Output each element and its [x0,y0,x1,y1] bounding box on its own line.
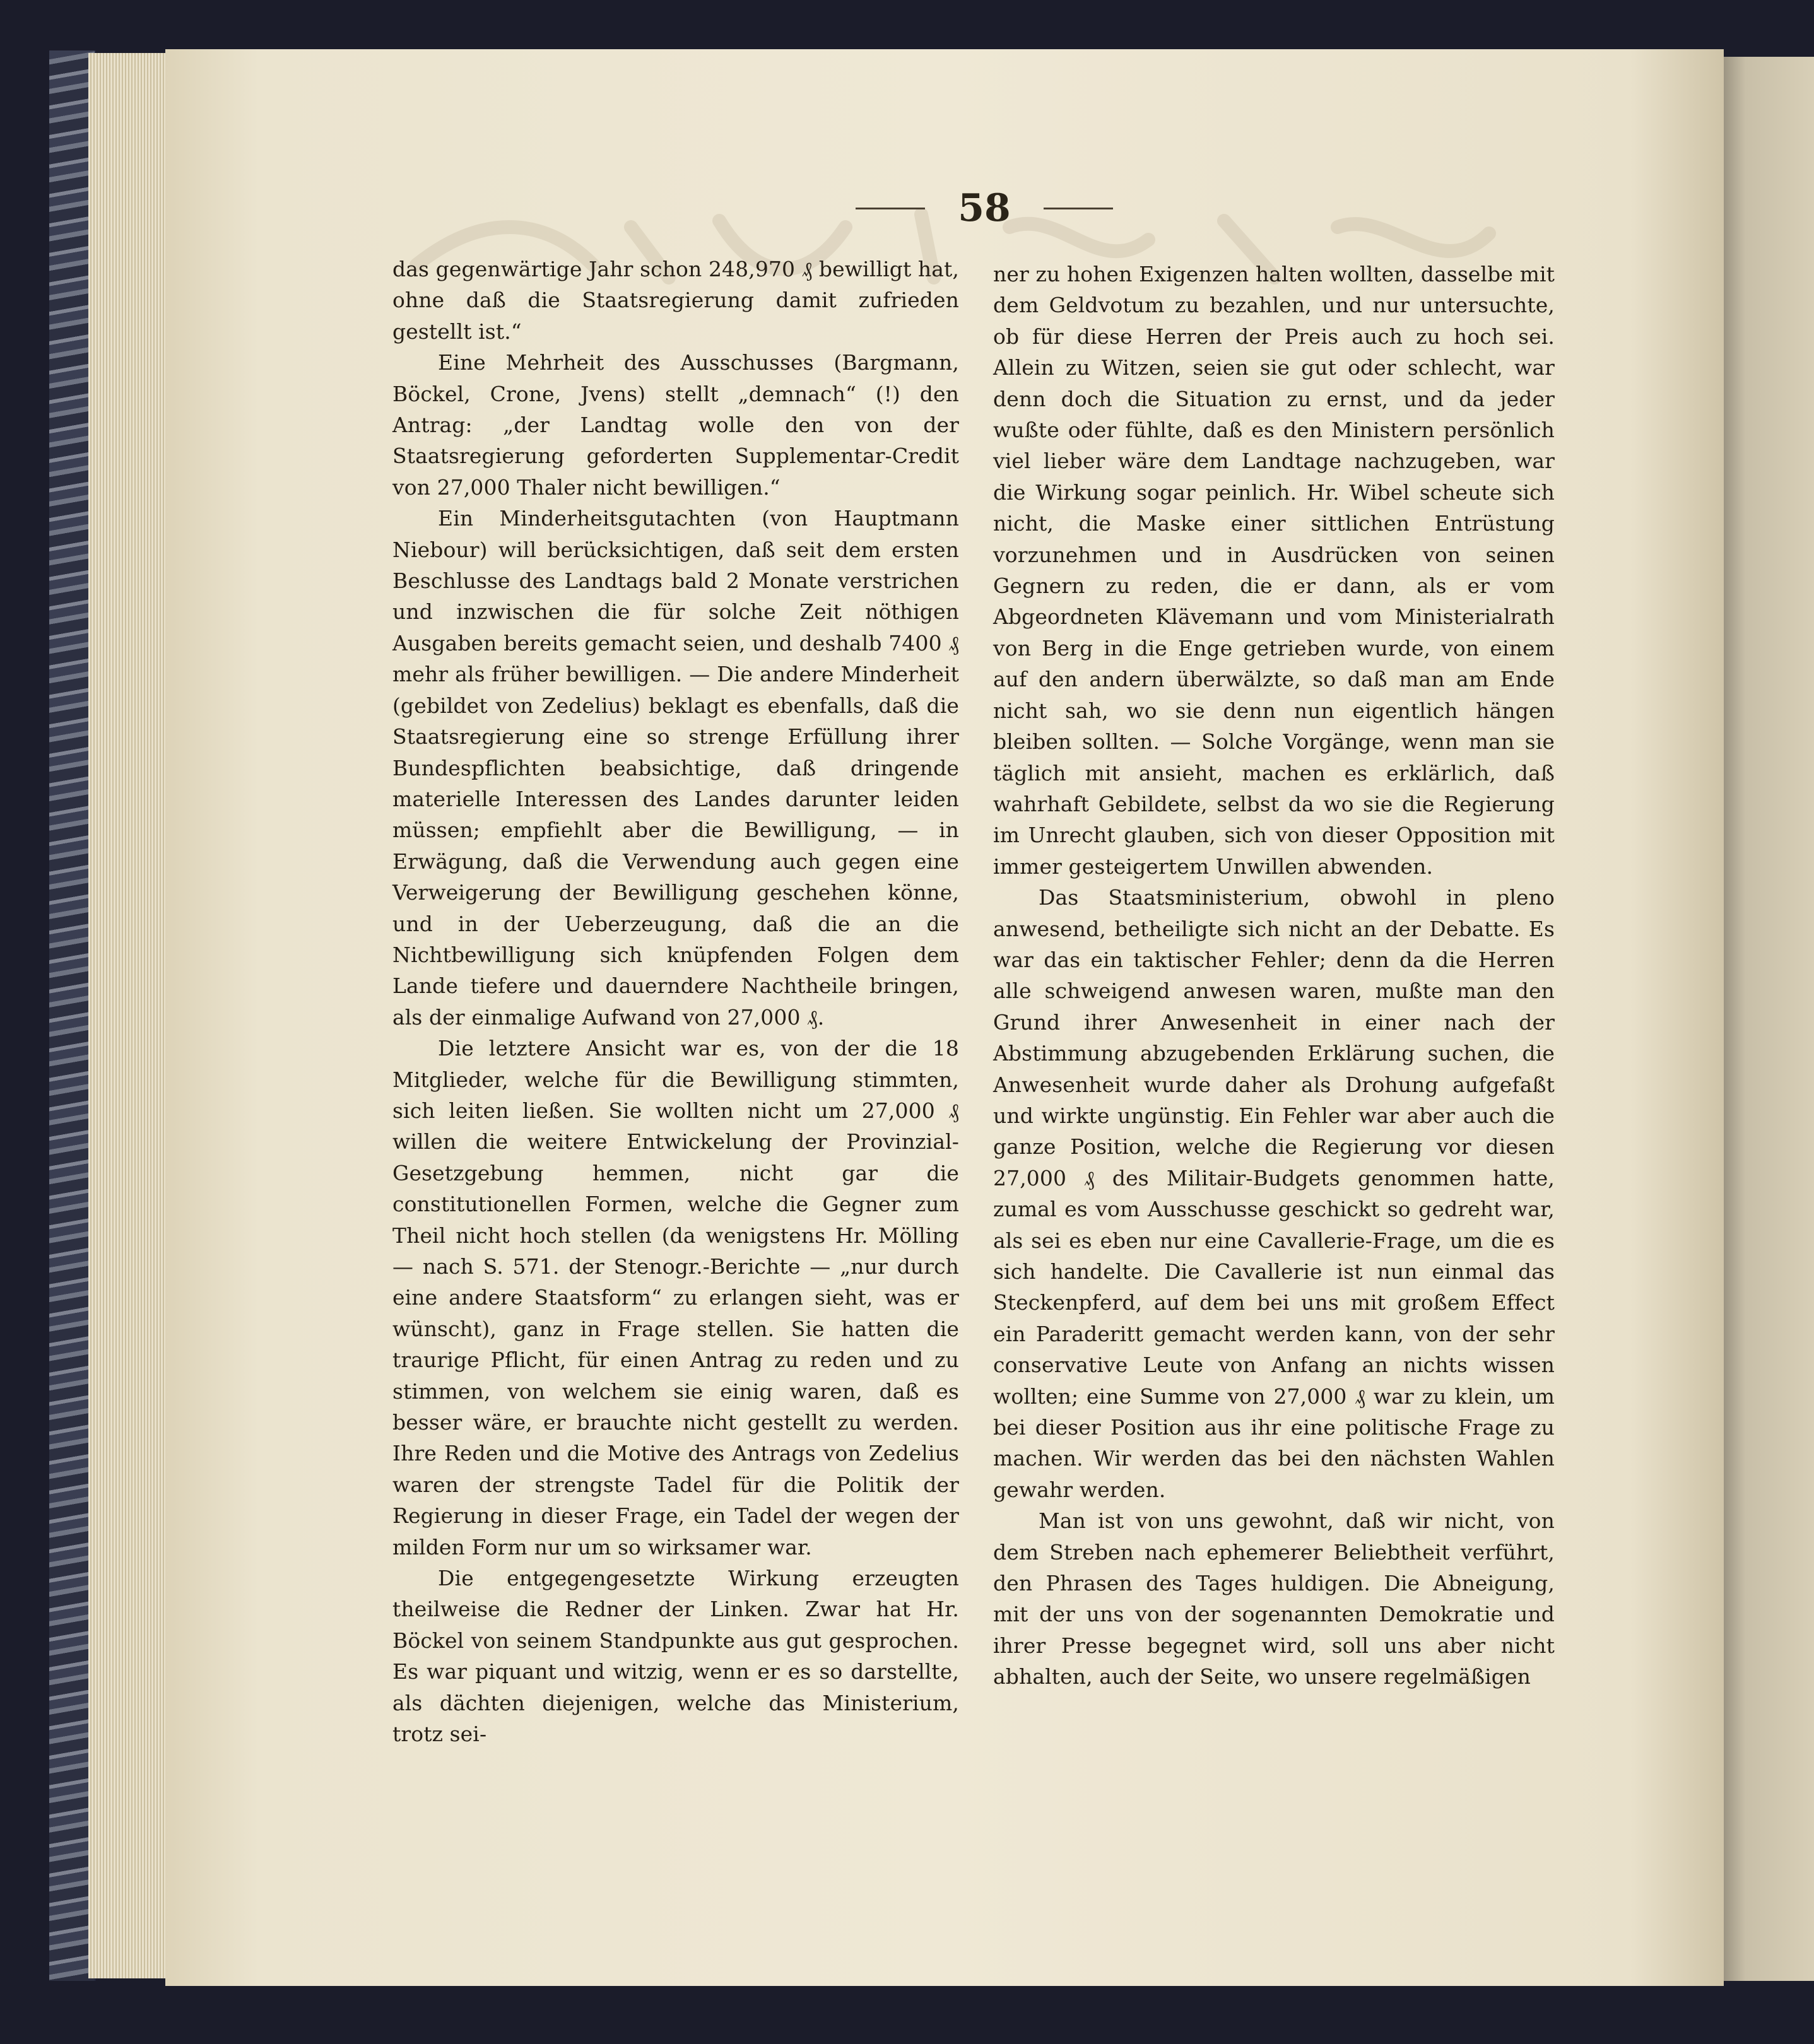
header-rule-right [1044,208,1113,209]
page-header [820,183,1148,233]
paragraph: Die letztere Ansicht war es, von der die 18 Mitglieder, welche für die Bewilligung stimmten, sich leiten ließen. Sie wollten nicht um 27,000 ₰ willen die weitere Entwickelung der Provinzial-Gesetzgebung hemmen, nicht gar die constitutionellen Formen, welche die Gegner zum Theil nicht hoch stellen (da wenigstens Hr. Mölling — nach S. 571. der Stenogr.-Berichte — „nur durch eine andere Staatsform“ zu erlangen sieht, was er wünscht), ganz in Frage stellen. Sie hatten die traurige Pflicht, für einen Antrag zu reden und zu stimmen, von welchem sie einig waren, daß es besser wäre, er brauchte nicht gestellt zu werden. Ihre Reden und die Motive des Antrags von Zedelius waren der strengste Tadel für die Politik der Regierung in dieser Frage, ein Tadel der wegen der milden Form nur um so wirksamer war. [392,1036,959,1559]
page-number: 58 [958,186,1011,230]
paragraph: Die entgegengesetzte Wirkung erzeugten theilweise die Redner der Linken. Zwar hat Hr. Böckel von seinem Standpunkte aus gut gesprochen. Es war piquant und witzig, wenn er es so darstellte, als dächten diejenigen, welche das Ministerium, trotz sei- [392,1566,959,1747]
paragraph: das gegenwärtige Jahr schon 248,970 ₰ bewilligt hat, ohne daß die Staatsregierung damit zufrieden gestellt ist.“ [392,257,959,344]
paragraph: Eine Mehrheit des Ausschusses (Bargmann, Böckel, Crone, Jvens) stellt „demnach“ (!) den Antrag: „der Landtag wolle den von der Staatsregierung geforderten Supplementar-Credit von 27,000 Thaler nicht bewilligen.“ [392,350,959,500]
left-column [392,254,959,1750]
header-rule-left [856,208,925,209]
paragraph: Ein Minderheitsgutachten (von Hauptmann Niebour) will berücksichtigen, daß seit dem ersten Beschlusse des Landtags bald 2 Monate verstrichen und inzwischen die für solche Zeit nöthigen Ausgaben bereits gemacht seien, und deshalb 7400 ₰ mehr als früher bewilligen. — Die andere Minderheit (gebildet von Zedelius) beklagt es ebenfalls, daß die Staatsregierung eine so strenge Erfüllung ihrer Bundespflichten beabsichtige, daß dringende materielle Interessen des Landes darunter leiden müssen; empfiehlt aber die Bewilligung, — in Erwägung, daß die Verwendung auch gegen eine Verweigerung der Bewilligung geschehen könne, und in der Ueberzeugung, daß die an die Nichtbewilligung sich knüpfenden Folgen dem Lande tiefere und dauerndere Nachtheile bringen, als der einmalige Aufwand von 27,000 ₰. [392,506,959,1030]
paragraph: Das Staatsministerium, obwohl in pleno anwesend, betheiligte sich nicht an der Debatte. Es war das ein taktischer Fehler; denn da die Herren alle schweigend anwesen waren, mußte man den Grund ihrer Anwesenheit in einer nach der Abstimmung abzugebenden Erklärung suchen, die Anwesenheit wurde daher als Drohung aufgefaßt und wirkte ungünstig. Ein Fehler war aber auch die ganze Position, welche die Regierung vor diesen 27,000 ₰ des Militair-Budgets genommen hatte, zumal es vom Ausschusse geschickt so gedreht war, als sei es eben nur eine Cavallerie-Frage, um die es sich handelte. Die Cavallerie ist nun einmal das Steckenpferd, auf dem bei uns mit großem Effect ein Paraderitt gemacht werden kann, von der sehr conservative Leute von Anfang an nichts wissen wollten; eine Summe von 27,000 ₰ war zu klein, um bei dieser Position aus ihr eine politische Frage zu machen. Wir werden das bei den nächsten Wahlen gewahr werden. [993,885,1555,1502]
paragraph: ner zu hohen Exigenzen halten wollten, dasselbe mit dem Geldvotum zu bezahlen, und nur untersuchte, ob für diese Herren der Preis auch zu hoch sei. Allein zu Witzen, seien sie gut oder schlecht, war denn doch die Situation zu ernst, und da jeder wußte oder fühlte, daß es den Ministern persönlich viel lieber wäre dem Landtage nachzugeben, war die Wirkung sogar peinlich. Hr. Wibel scheute sich nicht, die Maske einer sittlichen Entrüstung vorzunehmen und in Ausdrücken von seinen Gegnern zu reden, die er dann, als er vom Abgeordneten Klävemann und vom Ministerialrath von Berg in die Enge getrieben wurde, von einem auf den andern überwälzte, so daß man am Ende nicht sah, wo sie denn nun eigentlich hängen bleiben sollten. — Solche Vorgänge, wenn man sie täglich mit ansieht, machen es erklärlich, daß wahrhaft Gebildete, selbst da wo sie die Regierung im Unrecht glauben, sich von dieser Opposition mit immer gesteigertem Unwillen abwenden. [993,262,1555,879]
facing-page-edge [1723,57,1814,1981]
page-edges [88,53,169,1978]
right-column [993,259,1555,1693]
paragraph: Man ist von uns gewohnt, daß wir nicht, von dem Streben nach ephemerer Beliebtheit verführt, den Phrasen des Tages huldigen. Die Abneigung, mit der uns von der sogenannten Demokratie und ihrer Presse begegnet wird, soll uns aber nicht abhalten, auch der Seite, wo unsere regelmäßigen [993,1508,1555,1689]
